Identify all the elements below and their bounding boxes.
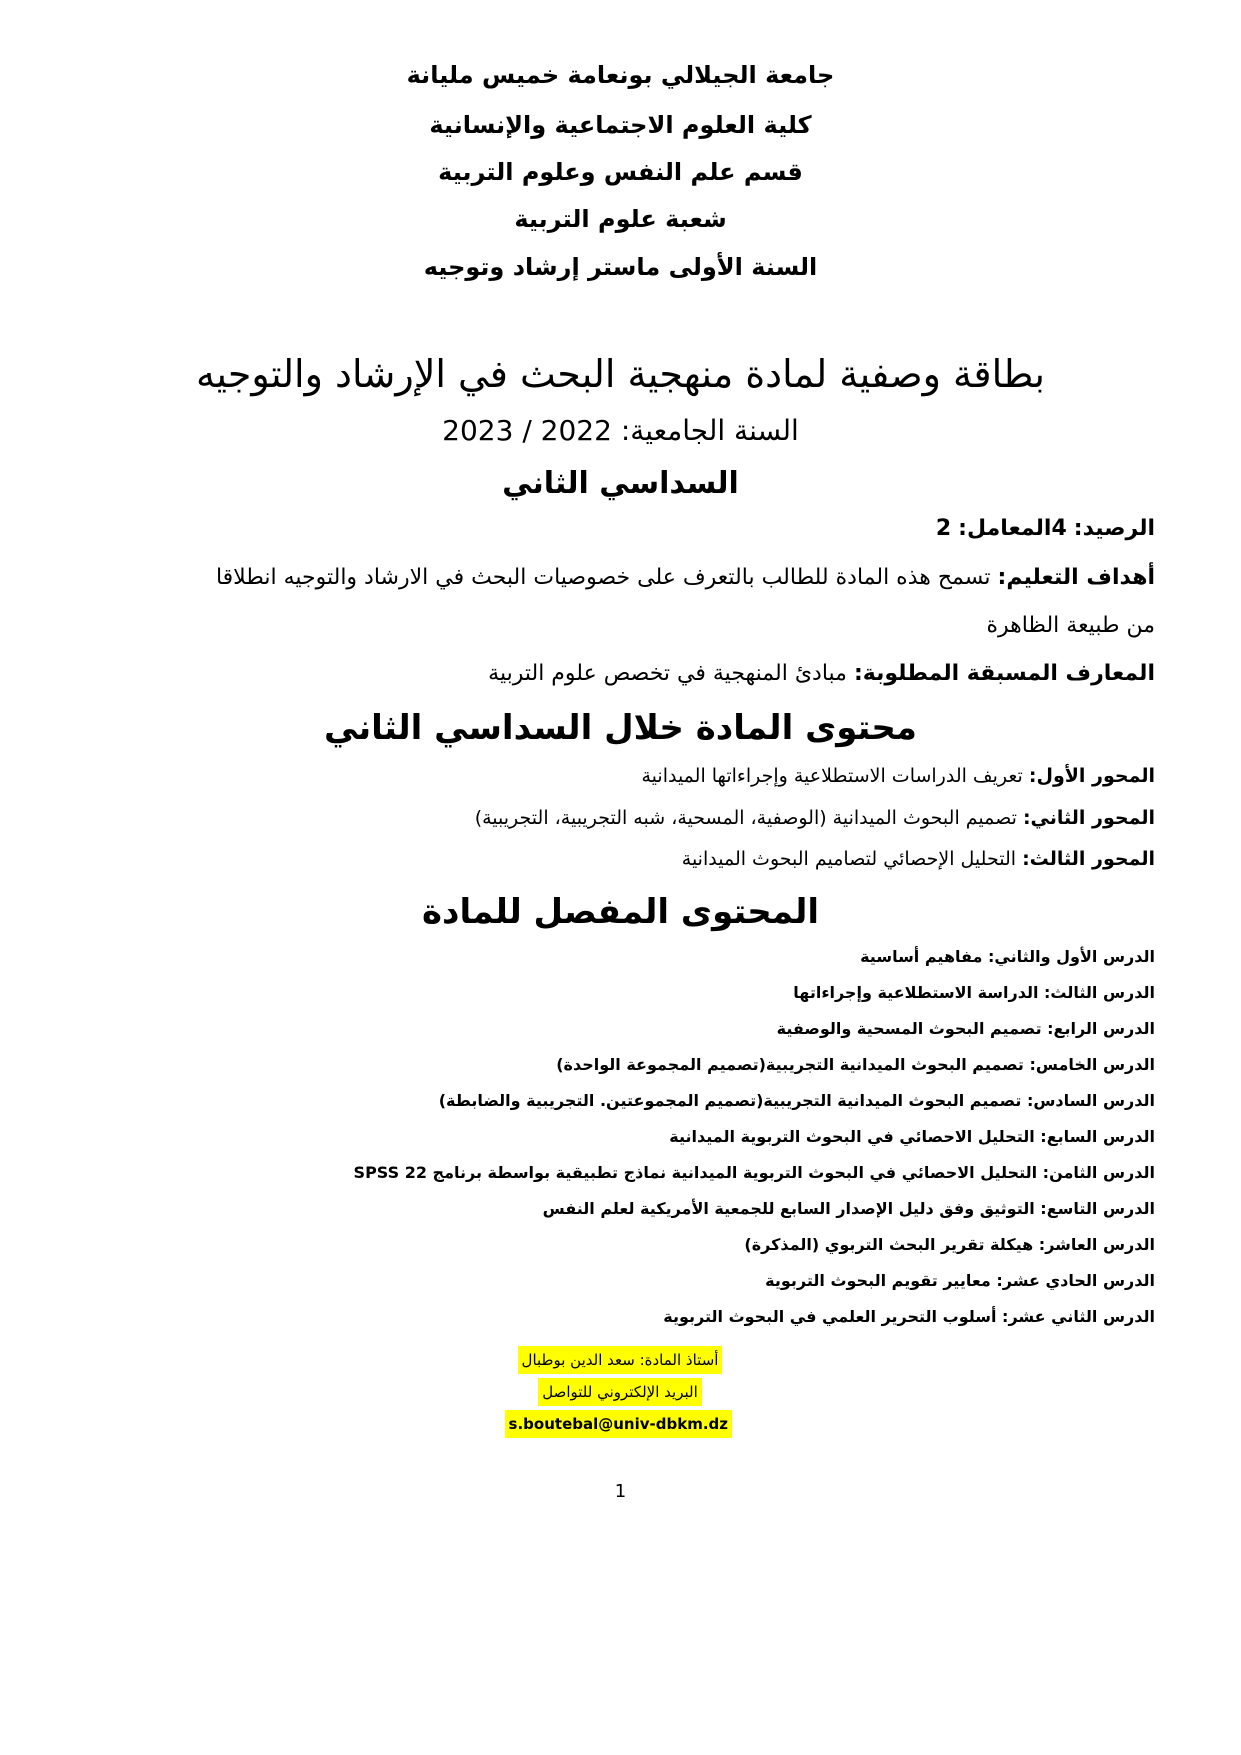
lesson-item: الدرس السابع: التحليل الاحصائي في البحوث التربوية الميدانية <box>669 1127 1155 1146</box>
axis-item <box>75 844 1155 874</box>
document-title: بطاقة وصفية لمادة منهجية البحث في الإرشاد والتوجيه <box>196 352 1045 396</box>
semester-title: السداسي الثاني <box>502 466 739 501</box>
contact-email <box>508 1410 732 1438</box>
credit-label: الرصيد: <box>1073 516 1155 541</box>
lesson-item: الدرس الخامس: تصميم البحوث الميدانية التجريبية(تصميم المجموعة الواحدة) <box>556 1055 1155 1074</box>
lesson-item: الدرس الثامن: التحليل الاحصائي في البحوث التربوية الميدانية نماذج تطبيقية بواسطة برنامج SPSS 22 <box>353 1163 1155 1182</box>
contact-email-label <box>508 1378 732 1406</box>
credits-line <box>75 512 1155 546</box>
lesson-item: الدرس الثاني عشر: أسلوب التحرير العلمي في البحوث التربوية <box>663 1307 1155 1326</box>
page-number: 1 <box>614 1481 627 1502</box>
axis-label: المحور الأول: <box>1028 765 1155 787</box>
axis-item <box>75 803 1155 833</box>
credit-value: 4 <box>1051 516 1067 541</box>
objectives-line-2: من طبيعة الظاهرة <box>986 613 1155 638</box>
axis-text: تصميم البحوث الميدانية (الوصفية، المسحية، شبه التجريبية، التجريبية) <box>474 807 1017 829</box>
axis-text: التحليل الإحصائي لتصاميم البحوث الميدانية <box>681 848 1017 870</box>
contact-teacher <box>508 1346 732 1374</box>
prerequisites-text: مبادئ المنهجية في تخصص علوم التربية <box>488 661 847 686</box>
objectives-label: أهداف التعليم: <box>997 565 1155 590</box>
lesson-item: الدرس الحادي عشر: معايير تقويم البحوث التربوية <box>765 1271 1155 1290</box>
faculty-name: كلية العلوم الاجتماعية والإنسانية <box>429 111 812 139</box>
coef-label: المعامل: <box>958 516 1052 541</box>
teacher-name: أستاذ المادة: سعد الدين بوطبال <box>518 1346 723 1374</box>
branch-name: شعبة علوم التربية <box>514 205 727 233</box>
objectives-text: تسمح هذه المادة للطالب بالتعرف على خصوصيات البحث في الارشاد والتوجيه انطلاقا <box>215 565 991 590</box>
academic-year: السنة الجامعية: 2022 / 2023 <box>442 414 799 447</box>
detailed-content-title: المحتوى المفصل للمادة <box>421 892 819 932</box>
level-name: السنة الأولى ماستر إرشاد وتوجيه <box>423 253 818 281</box>
email-label: البريد الإلكتروني للتواصل <box>538 1378 702 1406</box>
content-title: محتوى المادة خلال السداسي الثاني <box>324 708 917 748</box>
prerequisites-label: المعارف المسبقة المطلوبة: <box>853 661 1155 686</box>
axis-label: المحور الثاني: <box>1022 807 1155 829</box>
email-link[interactable]: s.boutebal@univ-dbkm.dz <box>505 1410 732 1438</box>
lesson-item: الدرس التاسع: التوثيق وفق دليل الإصدار السابع للجمعية الأمريكية لعلم النفس <box>542 1199 1155 1218</box>
coef-value: 2 <box>935 516 952 541</box>
lesson-item: الدرس العاشر: هيكلة تقرير البحث التربوي (المذكرة) <box>744 1235 1155 1254</box>
university-name: جامعة الجيلالي بونعامة خميس مليانة <box>406 61 835 89</box>
lesson-item: الدرس الرابع: تصميم البحوث المسحية والوصفية <box>776 1019 1155 1038</box>
lesson-item: الدرس الأول والثاني: مفاهيم أساسية <box>860 947 1155 966</box>
axis-text: تعريف الدراسات الاستطلاعية وإجراءاتها الميدانية <box>641 765 1023 787</box>
objectives-line <box>75 561 1155 595</box>
axis-item <box>75 761 1155 791</box>
axis-label: المحور الثالث: <box>1022 848 1155 870</box>
lesson-item: الدرس الثالث: الدراسة الاستطلاعية وإجراءاتها <box>793 983 1155 1002</box>
prerequisites-line <box>75 657 1155 691</box>
department-name: قسم علم النفس وعلوم التربية <box>438 158 803 186</box>
lesson-item: الدرس السادس: تصميم البحوث الميدانية التجريبية(تصميم المجموعتين. التجريبية والضابطة) <box>438 1091 1155 1110</box>
